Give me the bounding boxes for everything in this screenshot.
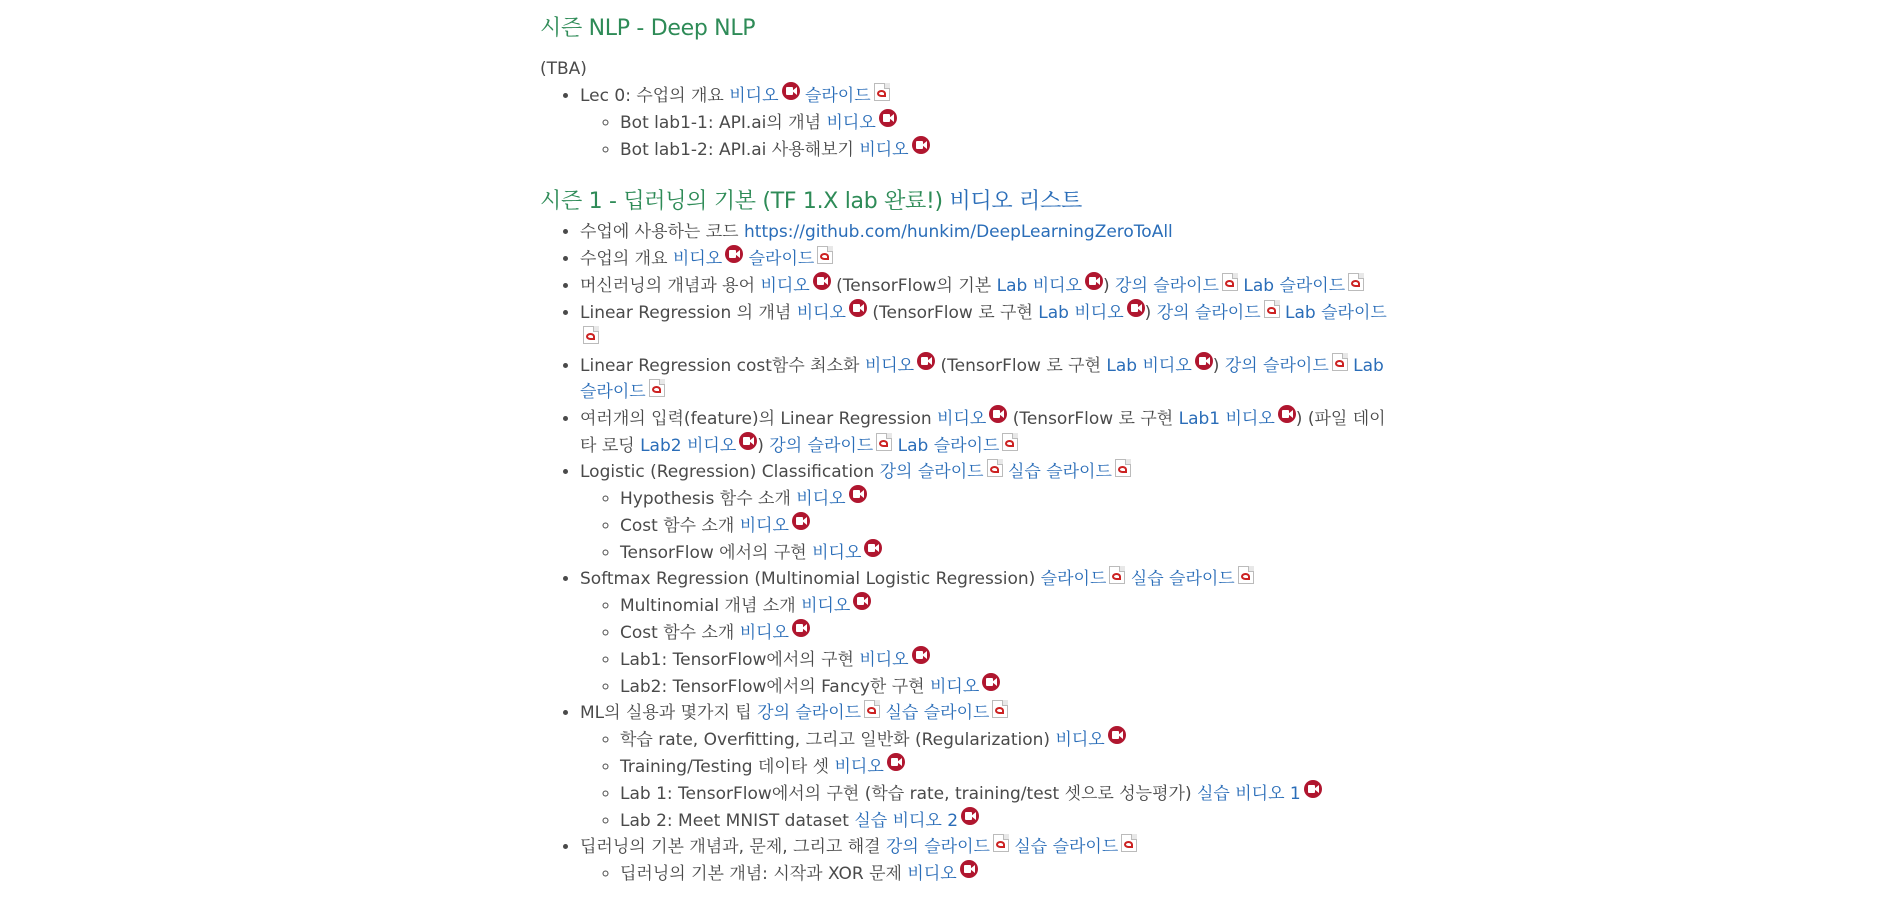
lecture-slides-link[interactable]: 강의 슬라이드 [769,436,874,456]
lecture-slides-link[interactable]: 강의 슬라이드 [885,837,990,857]
pdf-icon [864,700,880,718]
github-link[interactable]: https://github.com/hunkim/DeepLearningZeroToAll [744,222,1173,242]
list-item: ◦ Cost 함수 소개 비디오 [620,512,1390,539]
video-link[interactable]: 비디오 [796,489,846,509]
pdf-icon [987,459,1003,477]
video-icon [989,405,1007,423]
video-link[interactable]: 비디오 [739,623,789,643]
pdf-icon [874,83,890,101]
video-link[interactable]: 비디오 [937,409,987,429]
list-item: ◦ Training/Testing 데이타 셋 비디오 [620,753,1390,780]
list-item: • Lec 0: 수업의 개요 비디오 슬라이드 ◦ Bot lab1-1: API.ai의 개념 비디오 ◦ Bot lab1-2: API.ai 사용해보기 비디오 [580,82,1390,163]
list-item: • Logistic (Regression) Classification 강의 슬라이드 실습 슬라이드 ◦ Hypothesis 함수 소개 비디오 ◦ Cost 함수 소개 비디오 ◦ TensorFlow 에서의 구현 비디오 [580,459,1390,566]
video-link[interactable]: 비디오 [801,596,851,616]
video-icon [792,619,810,637]
video-icon [1085,272,1103,290]
pdf-icon [1002,433,1018,451]
video-link[interactable]: 비디오 [739,516,789,536]
pdf-icon [649,379,665,397]
video-icon [853,592,871,610]
sub-list [580,592,1390,700]
sub-list [580,109,1390,163]
season-1-title: 시즌 1 - 딥러닝의 기본 (TF 1.X lab 완료!) 비디오 리스트 [540,189,1082,214]
video-link[interactable]: 비디오 [672,249,723,269]
lab2-video-link[interactable]: Lab2 비디오 [640,436,737,456]
lecture-slides-link[interactable]: 강의 슬라이드 [1115,276,1219,296]
video-link[interactable]: 비디오 [1055,730,1105,750]
season-1-list [540,219,1390,887]
pdf-icon [992,700,1008,718]
video-icon [1195,352,1213,370]
lecture-slides-link[interactable]: 강의 슬라이드 [1224,356,1329,376]
pdf-icon [1238,566,1254,584]
lab-slides-link[interactable]: Lab 슬라이드 [1285,303,1387,323]
video-icon [912,646,930,664]
video-icon [1108,726,1126,744]
list-item: ◦ Cost 함수 소개 비디오 [620,619,1390,646]
list-item: ◦ Lab2: TensorFlow에서의 Fancy한 구현 비디오 [620,673,1390,700]
practice-slides-link[interactable]: 실습 슬라이드 [1130,569,1235,589]
lab-slides-link[interactable]: Lab 슬라이드 [897,436,1000,456]
lab-video-link[interactable]: Lab 비디오 [1038,303,1124,323]
video-icon [725,245,743,263]
video-link[interactable]: 비디오 [864,356,915,376]
list-item: ◦ Bot lab1-2: API.ai 사용해보기 비디오 [620,136,1390,163]
video-icon [813,272,831,290]
video-link[interactable]: 비디오 [826,113,876,133]
video-icon [782,82,800,100]
pdf-icon [1115,459,1131,477]
pdf-icon [993,834,1009,852]
video-link[interactable]: 비디오 [859,650,909,670]
sub-list [580,860,1390,887]
lab-slides-link[interactable]: Lab 슬라이드 [1243,276,1346,296]
sub-list [580,726,1390,834]
slides-link[interactable]: 슬라이드 [804,86,871,106]
pdf-icon [1348,273,1364,291]
video-icon [960,860,978,878]
pdf-icon [1264,300,1280,318]
practice-slides-link[interactable]: 실습 슬라이드 [1007,462,1112,482]
video-link[interactable]: 비디오 [729,86,779,106]
video-icon [792,512,810,530]
video-link[interactable]: 비디오 [796,303,846,323]
season-nlp-title: 시즌 NLP - Deep NLP [540,16,756,41]
video-link[interactable]: 비디오 [812,543,862,563]
list-item: ◦ Hypothesis 함수 소개 비디오 [620,485,1390,512]
video-link[interactable]: 비디오 [907,864,957,884]
video-icon [849,299,867,317]
pdf-icon [1332,353,1348,371]
lab-video-link[interactable]: Lab 비디오 [1106,356,1192,376]
list-item: ◦ Bot lab1-1: API.ai의 개념 비디오 [620,109,1390,136]
video-icon [982,673,1000,691]
list-item: • 딥러닝의 기본 개념과, 문제, 그리고 해결 강의 슬라이드 실습 슬라이드 ◦ 딥러닝의 기본 개념: 시작과 XOR 문제 비디오 [580,834,1390,887]
video-link[interactable]: 실습 비디오 1 [1196,784,1301,804]
season-nlp-list [540,82,1390,163]
lecture-slides-link[interactable]: 강의 슬라이드 [1156,303,1261,323]
list-item: • Linear Regression cost함수 최소화 비디오 (TensorFlow 로 구현 Lab 비디오 ) 강의 슬라이드 Lab 슬라이드 [580,352,1390,405]
video-icon [917,352,935,370]
list-item: ◦ 학습 rate, Overfitting, 그리고 일반화 (Regularization) 비디오 [620,726,1390,753]
pdf-icon [583,326,599,344]
list-item: ◦ 딥러닝의 기본 개념: 시작과 XOR 문제 비디오 [620,860,1390,887]
lab1-video-link[interactable]: Lab1 비디오 [1178,409,1275,429]
pdf-icon [1109,566,1125,584]
video-icon [879,109,897,127]
list-item: • 머신러닝의 개념과 용어 비디오 (TensorFlow의 기본 Lab 비디오 ) 강의 슬라이드 Lab 슬라이드 [580,272,1390,299]
lab-video-link[interactable]: Lab 비디오 [996,276,1082,296]
lab-slides-link[interactable]: Lab 슬라이드 [580,356,1384,402]
list-item: • 수업에 사용하는 코드 https://github.com/hunkim/DeepLearningZeroToAll [580,219,1390,245]
slides-link[interactable]: 슬라이드 [1040,569,1107,589]
video-link[interactable]: 실습 비디오 2 [854,811,959,831]
practice-slides-link[interactable]: 실습 슬라이드 [1014,837,1119,857]
video-icon [912,136,930,154]
list-item: • ML의 실용과 몇가지 팁 강의 슬라이드 실습 슬라이드 ◦ 학습 rate, Overfitting, 그리고 일반화 (Regularization) 비디오 ◦ Training/Testing 데이타 셋 비디오 ◦ Lab 1: TensorFlow에서의 구현 (학습 rate, training/test 셋으로 성능평가) 실습 비디오 1 ◦ Lab 2: Meet MNIST dataset 실습 비디오 2 [580,700,1390,834]
slides-link[interactable]: 슬라이드 [748,249,815,269]
lecture-slides-link[interactable]: 강의 슬라이드 [879,462,984,482]
list-item: • 여러개의 입력(feature)의 Linear Regression 비디오 (TensorFlow 로 구현 Lab1 비디오 ) (파일 데이타 로딩 Lab2 비디오 ) 강의 슬라이드 Lab 슬라이드 [580,405,1390,459]
pdf-icon [1121,834,1137,852]
list-item: ◦ Lab 2: Meet MNIST dataset 실습 비디오 2 [620,807,1390,834]
pdf-icon [817,246,833,264]
list-item: ◦ TensorFlow 에서의 구현 비디오 [620,539,1390,566]
sub-list [580,485,1390,566]
list-item: ◦ Multinomial 개념 소개 비디오 [620,592,1390,619]
list-item: • Linear Regression 의 개념 비디오 (TensorFlow 로 구현 Lab 비디오 ) 강의 슬라이드 Lab 슬라이드 [580,299,1390,352]
video-list-link[interactable]: 비디오 리스트 [949,189,1082,214]
lecture-slides-link[interactable]: 강의 슬라이드 [757,703,862,723]
main-content [540,12,1390,887]
video-link[interactable]: 비디오 [760,276,810,296]
video-icon [887,753,905,771]
video-link[interactable]: 비디오 [929,677,980,697]
video-icon [739,432,757,450]
list-item: ◦ Lab 1: TensorFlow에서의 구현 (학습 rate, training/test 셋으로 성능평가) 실습 비디오 1 [620,780,1390,807]
list-item: • Softmax Regression (Multinomial Logistic Regression) 슬라이드 실습 슬라이드 ◦ Multinomial 개념 소개 비디오 ◦ Cost 함수 소개 비디오 ◦ Lab1: TensorFlow에서의 구현 비디오 ◦ Lab2: TensorFlow에서의 Fancy한 구현 비디오 [580,566,1390,700]
video-icon [1278,405,1296,423]
pdf-icon [1222,273,1238,291]
video-icon [1304,780,1322,798]
video-icon [961,807,979,825]
video-icon [849,485,867,503]
video-link[interactable]: 비디오 [859,140,909,160]
practice-slides-link[interactable]: 실습 슬라이드 [885,703,990,723]
list-item: • 수업의 개요 비디오 슬라이드 [580,245,1390,272]
pdf-icon [876,433,892,451]
video-link[interactable]: 비디오 [834,757,884,777]
video-icon [864,539,882,557]
video-icon [1127,299,1145,317]
list-item: ◦ Lab1: TensorFlow에서의 구현 비디오 [620,646,1390,673]
tba-note: (TBA) [540,59,587,79]
